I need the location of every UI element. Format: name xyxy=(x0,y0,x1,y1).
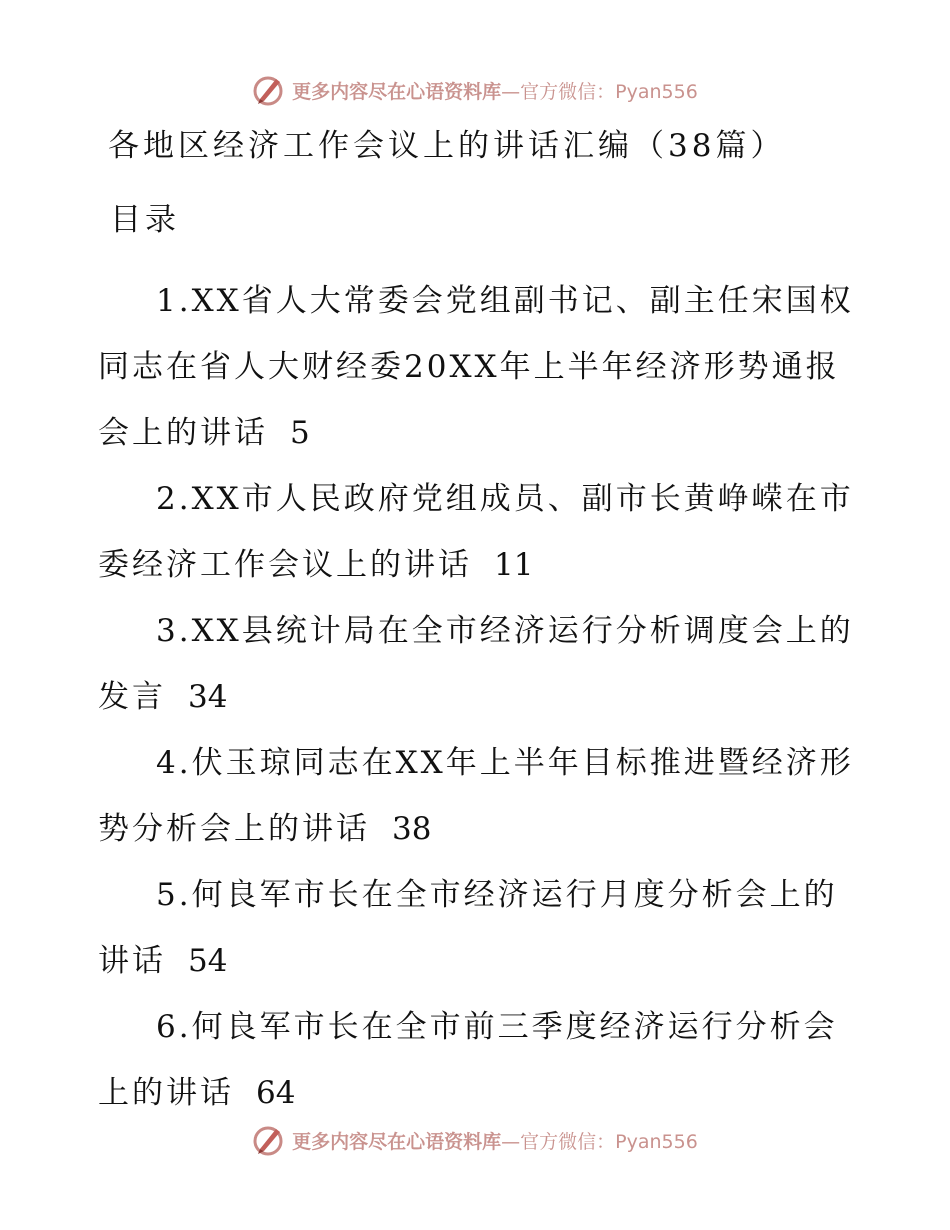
toc-item-text: 6.何良军市长在全市前三季度经济运行分析会上的讲话 xyxy=(98,1009,838,1111)
toc-item-page: 38 xyxy=(392,811,432,847)
pen-circle-logo-icon xyxy=(252,1123,286,1157)
watermark-sub-text: —官方微信：Pyan556 xyxy=(501,1130,698,1153)
toc-item-text: 1.XX省人大常委会党组副书记、副主任宋国权同志在省人大财经委20XX年上半年经济形势通报会上的讲话 xyxy=(98,283,854,451)
toc-item-page: 64 xyxy=(256,1075,296,1111)
toc-item-page: 11 xyxy=(494,547,534,583)
watermark-sub-text: —官方微信：Pyan556 xyxy=(501,80,698,103)
pen-circle-logo-icon xyxy=(252,73,286,107)
toc-item-page: 5 xyxy=(290,415,310,451)
toc-item xyxy=(98,730,858,862)
toc-item xyxy=(98,994,858,1126)
toc-item-page: 54 xyxy=(188,943,228,979)
watermark-main-text: 更多内容尽在心语资料库 xyxy=(292,80,502,103)
toc-item xyxy=(98,268,858,466)
toc-item xyxy=(98,862,858,994)
toc-item-page: 34 xyxy=(188,679,228,715)
toc-item-text: 3.XX县统计局在全市经济运行分析调度会上的发言 xyxy=(98,613,854,715)
toc-item xyxy=(98,598,858,730)
toc-heading: 目录 xyxy=(110,202,180,238)
footer-watermark xyxy=(0,1120,950,1160)
header-watermark xyxy=(0,70,950,110)
table-of-contents xyxy=(98,268,858,1126)
toc-item-text: 5.何良军市长在全市经济运行月度分析会上的讲话 xyxy=(98,877,838,979)
toc-item-text: 2.XX市人民政府党组成员、副市长黄峥嵘在市委经济工作会议上的讲话 xyxy=(98,481,854,583)
watermark-main-text: 更多内容尽在心语资料库 xyxy=(292,1130,502,1153)
toc-item xyxy=(98,466,858,598)
document-title: 各地区经济工作会议上的讲话汇编（38篇） xyxy=(108,128,786,164)
toc-item-text: 4.伏玉琼同志在XX年上半年目标推进暨经济形势分析会上的讲话 xyxy=(98,745,854,847)
